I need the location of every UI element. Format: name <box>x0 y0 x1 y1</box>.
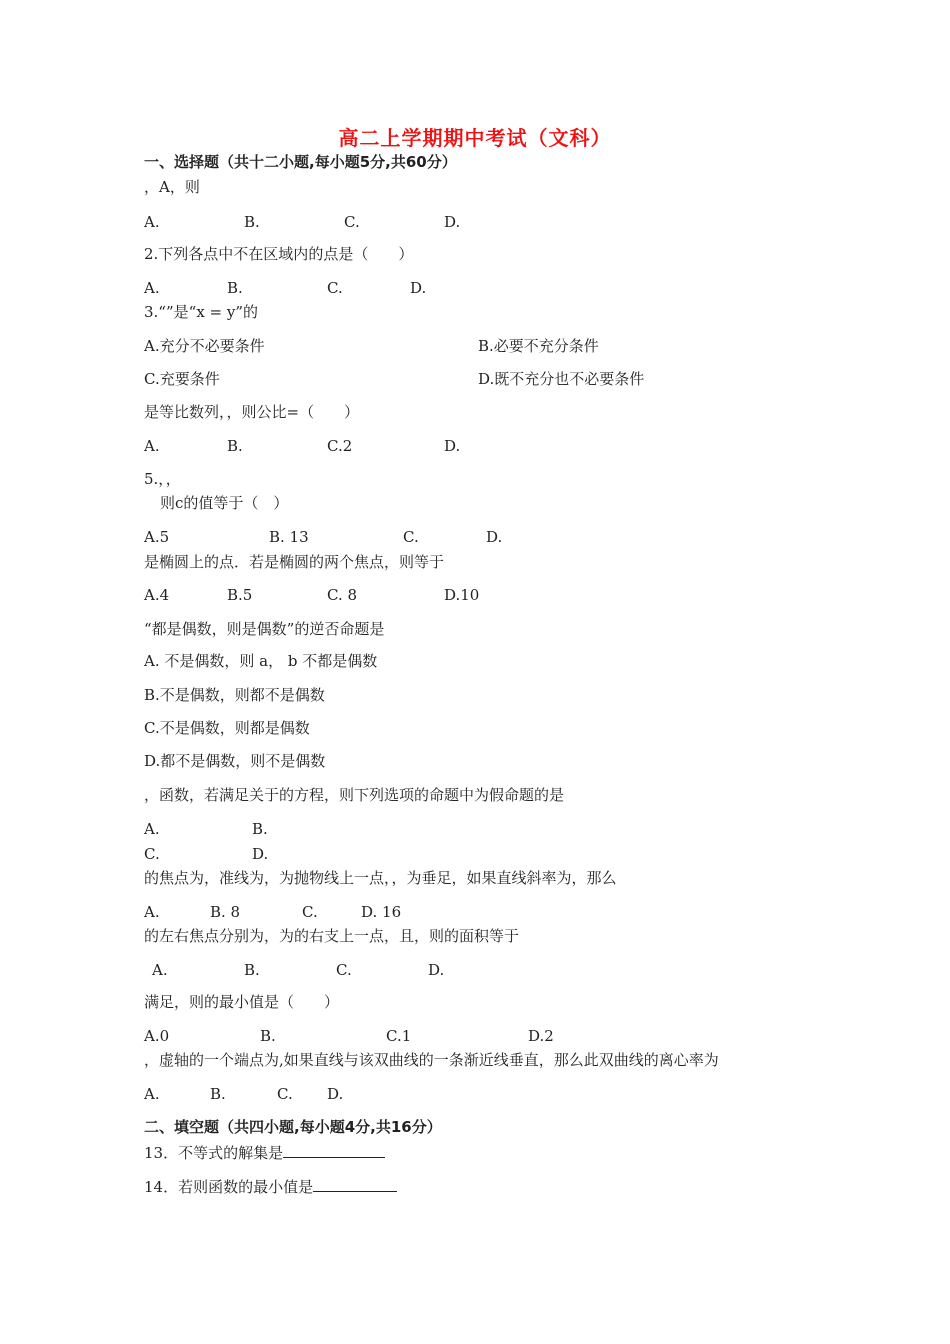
option: A. <box>144 279 160 297</box>
option: C.充要条件 <box>144 370 220 388</box>
option: B. <box>227 279 243 297</box>
option: C. <box>302 903 318 921</box>
option: C. <box>277 1085 293 1103</box>
option: C. <box>336 961 352 979</box>
option: D. <box>444 213 461 231</box>
option: A.0 <box>144 1027 170 1045</box>
question-stem-continued: 则c的值等于（ ） <box>160 494 289 512</box>
option: A. <box>152 961 168 979</box>
option: C.不是偶数，则都是偶数 <box>144 719 310 737</box>
option: B. <box>244 213 260 231</box>
fill-in-question <box>144 1177 397 1196</box>
question-stem: 14．若则函数的最小值是 <box>144 1178 314 1196</box>
option: B. <box>227 437 243 455</box>
option: C.2 <box>327 437 353 455</box>
question-stem: 3.“”是“x = y”的 <box>144 303 259 321</box>
option: C.1 <box>386 1027 412 1045</box>
option: C. <box>144 845 160 863</box>
option: C. <box>344 213 360 231</box>
question-stem: 是等比数列，，则公比=（ ） <box>144 403 360 421</box>
option: D. 16 <box>361 903 402 921</box>
question-stem: 满足，则的最小值是（ ） <box>144 993 340 1011</box>
option: D. <box>252 845 269 863</box>
option: D. <box>486 528 503 546</box>
option: A. <box>144 820 160 838</box>
option: D. <box>444 437 461 455</box>
option: C. 8 <box>327 586 358 604</box>
option: D. <box>327 1085 344 1103</box>
option: A.充分不必要条件 <box>144 337 265 355</box>
option: B.不是偶数，则都不是偶数 <box>144 686 325 704</box>
question-stem: 13．不等式的解集是 <box>144 1144 284 1162</box>
option: D. <box>410 279 427 297</box>
option: D.10 <box>444 586 480 604</box>
question-stem: ，函数，若满足关于的方程，则下列选项的命题中为假命题的是 <box>144 786 565 804</box>
fill-in-question <box>144 1143 385 1162</box>
option: A. <box>144 1085 160 1103</box>
option: B. 13 <box>269 528 309 546</box>
option: B. <box>210 1085 226 1103</box>
question-stem: 是椭圆上的点．若是椭圆的两个焦点，则等于 <box>144 553 445 571</box>
option: D.都不是偶数，则不是偶数 <box>144 752 326 770</box>
question-stem: 5.，， <box>144 470 181 488</box>
option: A.4 <box>144 586 170 604</box>
option: B. <box>252 820 268 838</box>
option: A.5 <box>144 528 170 546</box>
question-stem: “都是偶数，则是偶数”的逆否命题是 <box>144 620 385 638</box>
section-heading-choice: 一、选择题（共十二小题,每小题5分,共60分） <box>144 153 457 171</box>
option: C. <box>327 279 343 297</box>
option: D. <box>428 961 445 979</box>
option: A. 不是偶数，则 a， b 不都是偶数 <box>144 652 378 670</box>
option: B. <box>260 1027 276 1045</box>
option: A. <box>144 213 160 231</box>
option: D.既不充分也不必要条件 <box>478 370 645 388</box>
option: A. <box>144 903 160 921</box>
question-stem: 2.下列各点中不在区域内的点是（ ） <box>144 245 414 263</box>
question-stem: 的左右焦点分别为，为的右支上一点，且，则的面积等于 <box>144 927 520 945</box>
option: B.必要不充分条件 <box>478 337 599 355</box>
answer-blank[interactable] <box>313 1177 397 1192</box>
option: B. 8 <box>210 903 241 921</box>
option: B.5 <box>227 586 253 604</box>
section-heading-fill-in: 二、填空题（共四小题,每小题4分,共16分） <box>144 1118 442 1136</box>
page-title: 高二上学期期中考试（文科） <box>338 126 612 150</box>
question-stem: ，A，则 <box>144 178 200 196</box>
answer-blank[interactable] <box>283 1143 385 1158</box>
option: A. <box>144 437 160 455</box>
question-stem: ，虚轴的一个端点为,如果直线与该双曲线的一条渐近线垂直，那么此双曲线的离心率为 <box>144 1051 719 1069</box>
option: C. <box>403 528 419 546</box>
question-stem: 的焦点为，准线为，为抛物线上一点，，为垂足，如果直线斜率为，那么 <box>144 869 617 887</box>
option: D.2 <box>528 1027 554 1045</box>
option: B. <box>244 961 260 979</box>
